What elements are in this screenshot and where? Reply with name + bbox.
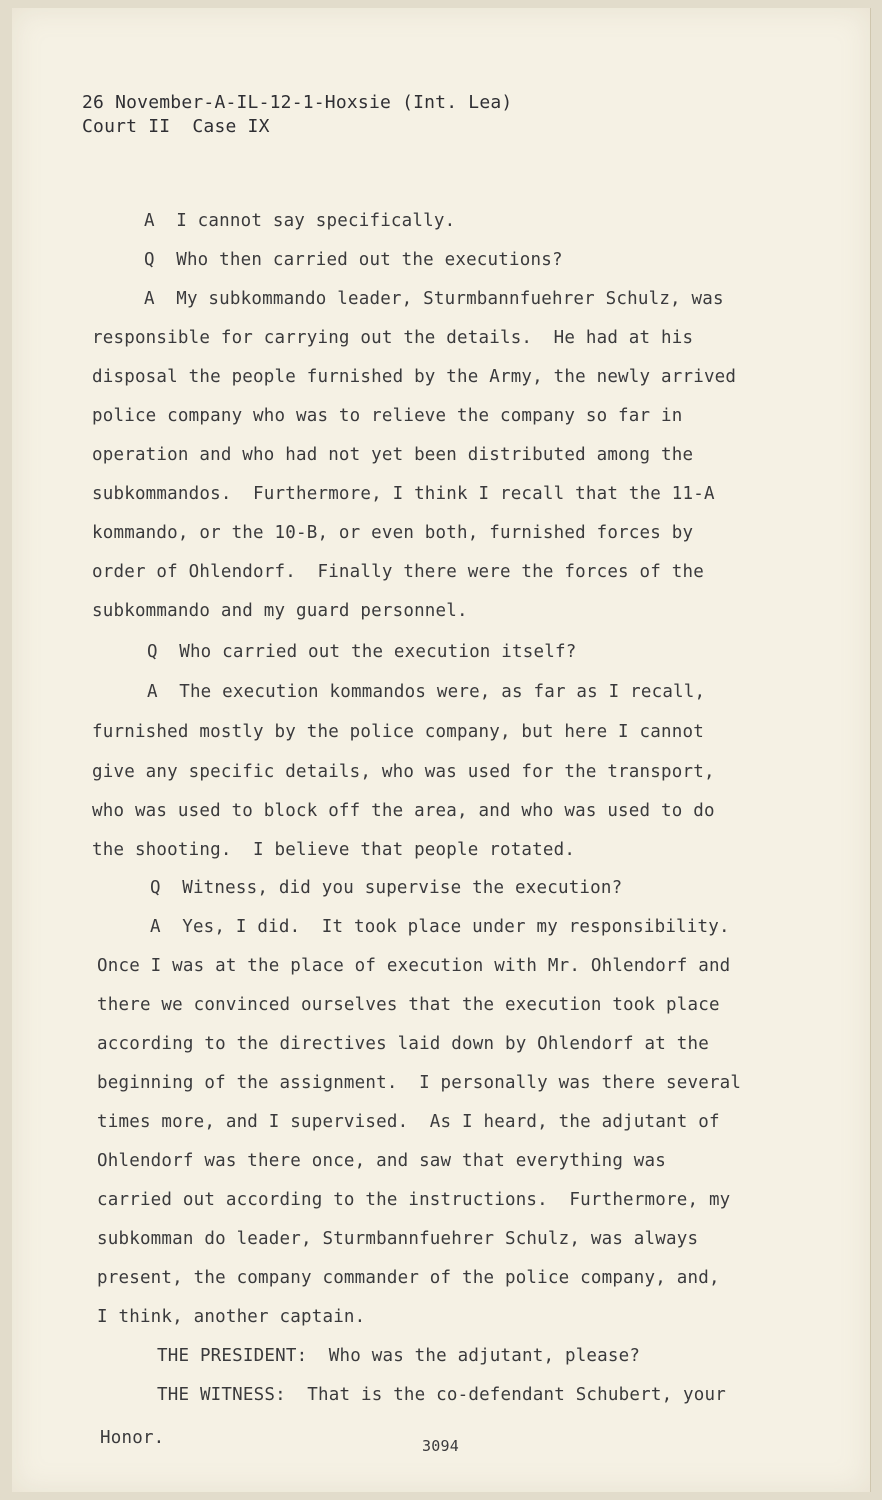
text-line: kommando, or the 10-B, or even both, furnished forces by [92,523,694,543]
text-line: subkommandos. Furthermore, I think I recall that the 11-A [92,484,715,504]
text-line: the shooting. I believe that people rotated. [92,840,576,860]
text-line: give any specific details, who was used for the transport, [92,762,715,782]
header-line-2: Court II Case IX [82,116,270,137]
text-line: A The execution kommandos were, as far as I recall, [147,682,706,702]
text-line: police company who was to relieve the company so far in [92,406,683,426]
text-line: Ohlendorf was there once, and saw that everything was [97,1151,667,1171]
text-line: responsible for carrying out the details. He had at his [92,328,694,348]
speaker-line: THE WITNESS: That is the co-defendant Schubert, your [157,1385,727,1405]
text-line: furnished mostly by the police company, but here I cannot [92,722,704,742]
text-line: according to the directives laid down by Ohlendorf at the [97,1034,709,1054]
text-line: present, the company commander of the police company, and, [97,1268,720,1288]
page-number: 3094 [422,1437,459,1455]
text-line: there we convinced ourselves that the execution took place [97,995,720,1015]
document-page [12,8,871,1492]
text-line: A Yes, I did. It took place under my responsibility. [150,917,730,937]
text-line: Q Witness, did you supervise the execution? [150,878,623,898]
text-line: order of Ohlendorf. Finally there were the forces of the [92,562,704,582]
text-line: I think, another captain. [97,1307,366,1327]
text-line: Q Who then carried out the executions? [144,250,563,270]
text-line: operation and who had not yet been distributed among the [92,445,694,465]
text-line: beginning of the assignment. I personally was there several [97,1073,742,1093]
text-line: carried out according to the instructions. Furthermore, my [97,1190,731,1210]
text-line: subkomman do leader, Sturmbannfuehrer Schulz, was always [97,1229,699,1249]
text-line: subkommando and my guard personnel. [92,601,468,621]
text-line: disposal the people furnished by the Army, the newly arrived [92,367,737,387]
text-line: A I cannot say specifically. [144,211,456,231]
text-line: Q Who carried out the execution itself? [147,642,577,662]
speaker-line: THE PRESIDENT: Who was the adjutant, please? [157,1346,641,1366]
text-line: Once I was at the place of execution with Mr. Ohlendorf and [97,956,731,976]
text-line: who was used to block off the area, and who was used to do [92,801,715,821]
text-line: A My subkommando leader, Sturmbannfuehrer Schulz, was [144,289,724,309]
header-line-1: 26 November-A-IL-12-1-Hoxsie (Int. Lea) [82,92,513,113]
text-line: times more, and I supervised. As I heard, the adjutant of [97,1112,720,1132]
text-line: Honor. [100,1428,165,1448]
